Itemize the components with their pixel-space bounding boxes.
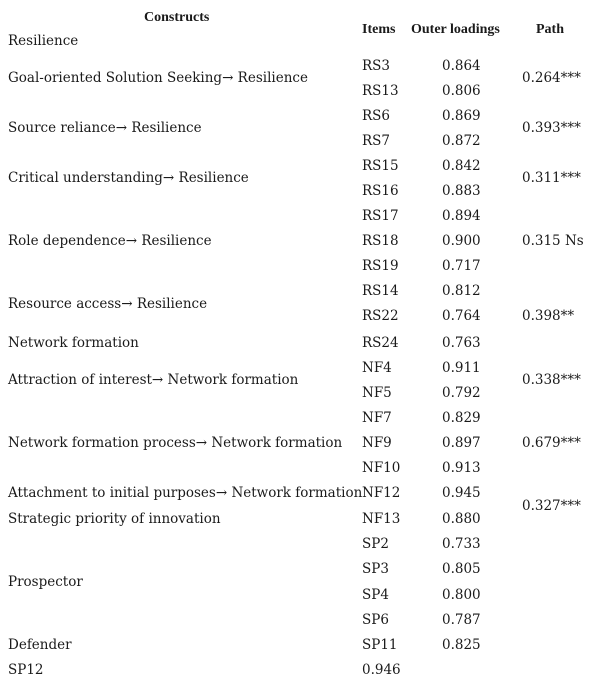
item-code: RS6 [362,108,391,124]
item-code: NF7 [362,410,392,426]
outer-loading: 0.825 [442,637,481,653]
construct-label: Defender [8,637,72,653]
header-path: Path [536,22,564,37]
item-code: NF12 [362,485,401,501]
construct-label: Network formation process→ Network formation [8,435,343,451]
item-code: RS17 [362,208,399,224]
outer-loading: 0.894 [442,208,481,224]
item-code: RS13 [362,83,399,99]
outer-loading: 0.733 [442,536,481,552]
item-code: NF9 [362,435,392,451]
outer-loading: 0.717 [442,258,481,274]
outer-loading: 0.806 [442,83,481,99]
path-coefficient: 0.327*** [522,498,581,514]
outer-loading: 0.763 [442,335,481,351]
item-code: RS7 [362,133,391,149]
item-code: NF5 [362,385,392,401]
outer-loading: 0.829 [442,410,481,426]
header-outer-loadings: Outer loadings [411,22,500,37]
item-code: RS15 [362,158,399,174]
outer-loading: 0.792 [442,385,481,401]
construct-label: Resilience [8,33,79,49]
construct-label: Attraction of interest→ Network formation [8,372,299,388]
item-code: SP4 [362,587,389,603]
item-code: RS19 [362,258,399,274]
item-code: SP11 [362,637,398,653]
outer-loading: 0.764 [442,308,481,324]
construct-label: Role dependence→ Resilience [8,233,212,249]
item-code: NF10 [362,460,401,476]
path-coefficient: 0.315 Ns [522,233,584,249]
item-code: RS3 [362,58,391,74]
outer-loading: 0.787 [442,612,481,628]
outer-loading: 0.913 [442,460,481,476]
outer-loading: 0.869 [442,108,481,124]
outer-loading: 0.911 [442,360,481,376]
construct-label: Network formation [8,335,139,351]
construct-label: Attachment to initial purposes→ Network formation [8,485,363,501]
path-coefficient: 0.398** [522,308,575,324]
path-coefficient: 0.311*** [522,170,581,186]
outer-loading: 0.864 [442,58,481,74]
outer-loading: 0.842 [442,158,481,174]
outer-loading: 0.880 [442,511,481,527]
path-coefficient: 0.679*** [522,435,581,451]
item-code: NF13 [362,511,401,527]
item-code: NF4 [362,360,392,376]
item-code: 0.946 [362,662,401,678]
item-code: SP3 [362,561,389,577]
outer-loading: 0.897 [442,435,481,451]
path-coefficient: 0.393*** [522,120,581,136]
construct-label: Critical understanding→ Resilience [8,170,249,186]
outer-loading: 0.812 [442,283,481,299]
item-code: RS18 [362,233,399,249]
path-coefficient: 0.264*** [522,70,581,86]
construct-label: Strategic priority of innovation [8,511,221,527]
item-code: RS22 [362,308,399,324]
outer-loading: 0.872 [442,133,481,149]
path-coefficient: 0.338*** [522,372,581,388]
construct-label: SP12 [8,662,44,678]
construct-label: Source reliance→ Resilience [8,120,202,136]
construct-label: Prospector [8,574,83,590]
item-code: SP6 [362,612,389,628]
construct-label: Goal-oriented Solution Seeking→ Resilience [8,70,308,86]
outer-loading: 0.805 [442,561,481,577]
header-constructs: Constructs [144,10,210,25]
outer-loading: 0.900 [442,233,481,249]
outer-loading: 0.800 [442,587,481,603]
item-code: RS24 [362,335,399,351]
outer-loading: 0.883 [442,183,481,199]
item-code: RS16 [362,183,399,199]
construct-label: Resource access→ Resilience [8,296,208,312]
item-code: RS14 [362,283,399,299]
item-code: SP2 [362,536,389,552]
header-items: Items [362,22,396,37]
outer-loading: 0.945 [442,485,481,501]
